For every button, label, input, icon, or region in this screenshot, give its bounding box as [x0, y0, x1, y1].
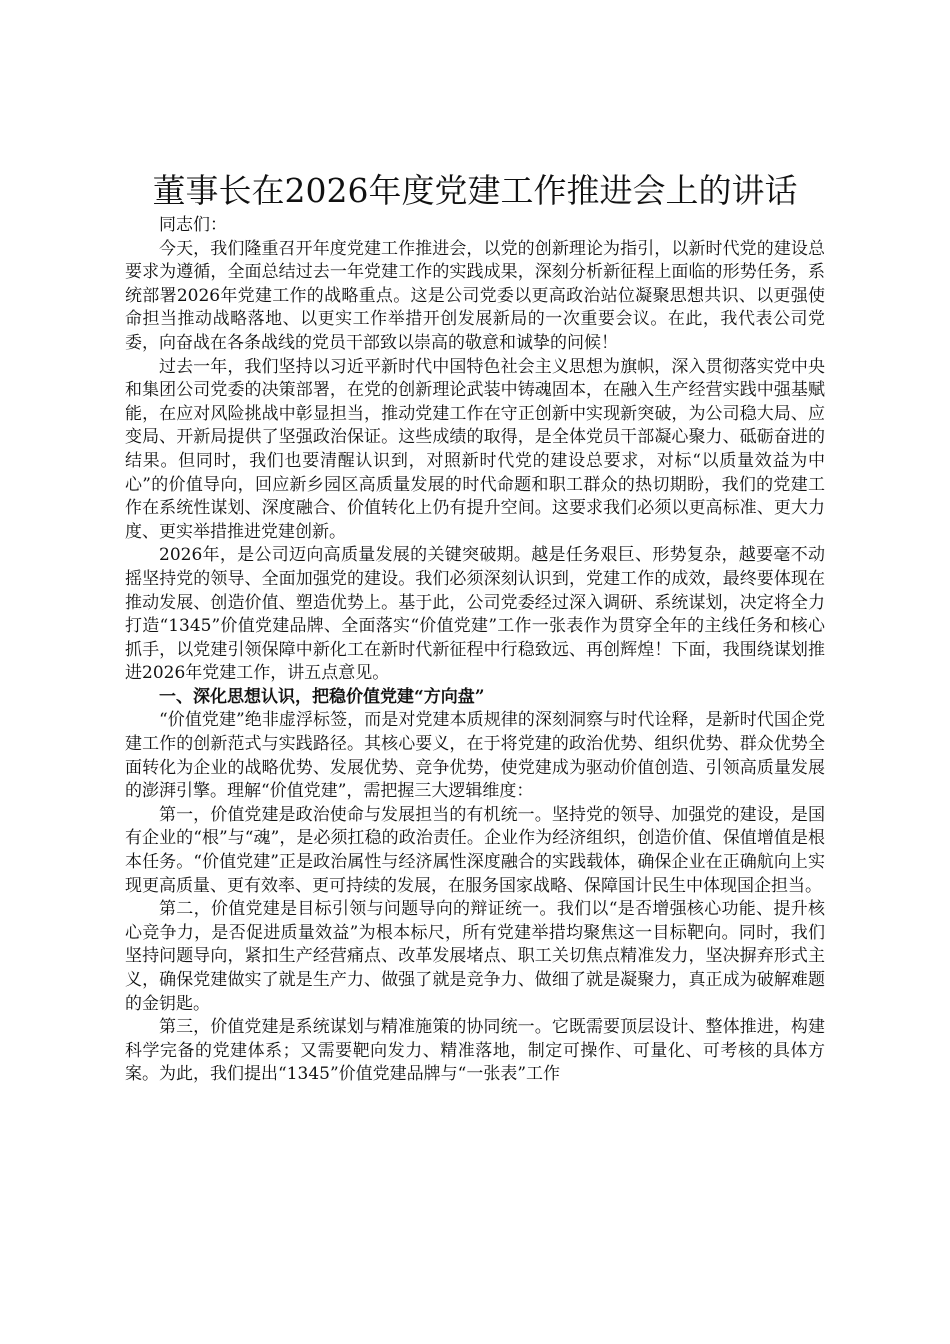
paragraph-opening: 今天，我们隆重召开年度党建工作推进会，以党的创新理论为指引，以新时代党的建设总要求为遵循，全面总结过去一年党建工作的实践成果，深刻分析新征程上面临的形势任务，系统部署2026年党建工作的战略重点。这是公司党委以更高政治站位凝聚思想共识、以更强使命担当推动战略落地、以更实工作举措开创发展新局的一次重要会议。在此，我代表公司党委，向奋战在各条战线的党员干部致以崇高的敬意和诚挚的问候！ [125, 238, 825, 353]
paragraph-value-party-building: “价值党建”绝非虚浮标签，而是对党建本质规律的深刻洞察与时代诠释，是新时代国企党建工作的创新范式与实践路径。其核心要义，在于将党建的政治优势、组织优势、群众优势全面转化为企业的战略优势、发展优势、竞争优势，使党建成为驱动价值创造、引领高质量发展的澎湃引擎。理解“价值党建”，需把握三大逻辑维度： [125, 710, 825, 802]
paragraph-review: 过去一年，我们坚持以习近平新时代中国特色社会主义思想为旗帜，深入贯彻落实党中央和集团公司党委的决策部署，在党的创新理论武装中铸魂固本，在融入生产经营实践中强基赋能，在应对风险挑战中彰显担当，推动党建工作在守正创新中实现新突破，为公司稳大局、应变局、开新局提供了坚强政治保证。这些成绩的取得，是全体党员干部凝心聚力、砥砺奋进的结果。但同时，我们也要清醒认识到，对照新时代党的建设总要求，对标“以质量效益为中心”的价值导向，回应新乡园区高质量发展的时代命题和职工群众的热切期盼，我们的党建工作在系统性谋划、深度融合、价值转化上仍有提升空间。这要求我们必须以更高标准、更大力度、更实举措推进党建创新。 [125, 356, 825, 542]
paragraph-outlook: 2026年，是公司迈向高质量发展的关键突破期。越是任务艰巨、形势复杂，越要毫不动摇坚持党的领导、全面加强党的建设。我们必须深刻认识到，党建工作的成效，最终要体现在推动发展、创造价值、塑造优势上。基于此，公司党委经过深入调研、系统谋划，决定将全力打造“1345”价值党建品牌、全面落实“价值党建”工作一张表作为贯穿全年的主线任务和核心抓手，以党建引领保障中新化工在新时代新征程中行稳致远、再创辉煌！下面，我围绕谋划推进2026年党建工作，讲五点意见。 [125, 545, 825, 684]
document-page [125, 168, 825, 1087]
paragraph-first-point: 第一，价值党建是政治使命与发展担当的有机统一。坚持党的领导、加强党的建设，是国有企业的“根”与“魂”，是必须扛稳的政治责任。企业作为经济组织，创造价值、保值增值是根本任务。“价值党建”正是政治属性与经济属性深度融合的实践载体，确保企业在正确航向上实现更高质量、更有效率、更可持续的发展，在服务国家战略、保障国计民生中体现国企担当。 [125, 804, 825, 896]
paragraph-second-point: 第二，价值党建是目标引领与问题导向的辩证统一。我们以“是否增强核心功能、提升核心竞争力，是否促进质量效益”为根本标尺，所有党建举措均聚焦这一目标靶向。同时，我们坚持问题导向，紧扣生产经营痛点、改革发展堵点、职工关切焦点精准发力，坚决摒弃形式主义，确保党建做实了就是生产力、做强了就是竞争力、做细了就是凝聚力，真正成为破解难题的金钥匙。 [125, 899, 825, 1014]
document-title: 董事长在2026年度党建工作推进会上的讲话 [152, 171, 798, 210]
section-heading: 一、深化思想认识，把稳价值党建“方向盘” [159, 686, 485, 707]
paragraph-third-point: 第三，价值党建是系统谋划与精准施策的协同统一。它既需要顶层设计、整体推进，构建科学完备的党建体系；又需要靶向发力、精准落地，制定可操作、可量化、可考核的具体方案。为此，我们提出“1345”价值党建品牌与“一张表”工作 [125, 1017, 825, 1085]
salutation: 同志们： [159, 215, 227, 235]
